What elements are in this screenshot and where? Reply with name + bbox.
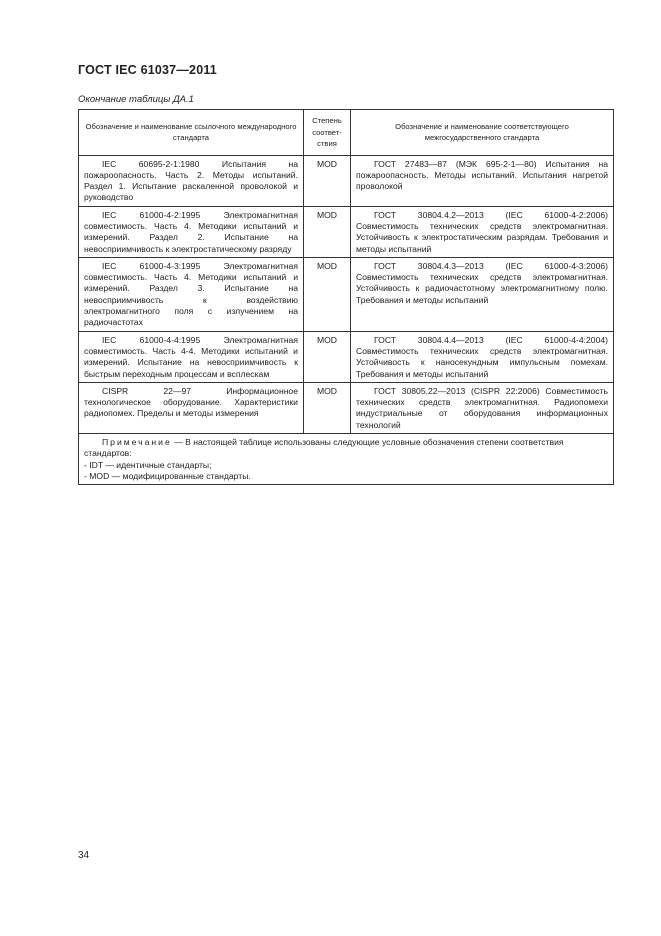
table-caption: Окончание таблицы ДА.1 — [78, 94, 194, 105]
international-standard-cell — [79, 382, 304, 433]
conformity-degree-cell: MOD — [304, 382, 351, 433]
note-body: — В настоящей таблице использованы следующие условные обозначения степени соответствия стандартов: — [84, 437, 564, 459]
note-item-mod: - MOD — модифицированные стандарты. — [84, 470, 251, 481]
international-standard-cell — [79, 331, 304, 382]
column-header-interstate: Обозначение и наименование соответствующего межгосударственного стандарта — [351, 110, 614, 156]
interstate-standard-text: ГОСТ 30804.4.3—2013 (IEC 61000-4-3:2006) Совместимость технических средств электромагнитная. Устойчивость к радиочастотному электромагнитному полю. Требования и методы испытаний — [356, 260, 608, 305]
international-standard-text: IEC 60695-2-1:1980 Испытания на пожароопасность. Часть 2. Методы испытаний. Раздел 1. Испытание раскаленной проволокой и руководство — [84, 158, 298, 203]
table-header-row — [79, 110, 614, 156]
international-standard-text: CISPR 22—97 Информационное технологическое оборудование. Характеристики радиопомех. Пределы и методы измерения — [84, 385, 298, 419]
interstate-standard-text: ГОСТ 30805.22—2013 (CISPR 22:2006) Совместимость технических средств электромагнитная. Радиопомехи индустриальные от оборудования информационных технологий — [356, 385, 608, 430]
note-item-idt: - IDT — идентичные стандарты; — [84, 459, 212, 470]
conformity-degree-cell: MOD — [304, 331, 351, 382]
conformity-degree-cell: MOD — [304, 206, 351, 257]
table-row — [79, 382, 614, 433]
international-standard-text: IEC 61000-4-3:1995 Электромагнитная совместимость. Часть 4. Методики испытаний и измерений. Раздел 3. Испытание на невосприимчивость к воздействию электромагнитного поля с излучением на радиочастотах — [84, 260, 298, 328]
document-header: ГОСТ IEC 61037—2011 — [78, 63, 217, 77]
table-row — [79, 155, 614, 206]
conformity-degree-cell: MOD — [304, 155, 351, 206]
column-header-degree: Степень соответ-ствия — [304, 110, 351, 156]
interstate-standard-text: ГОСТ 30804.4.2—2013 (IEC 61000-4-2:2006) Совместимость технических средств электромагнитная. Устойчивость к электростатическим разрядам. Требования и методы испытаний — [356, 209, 608, 254]
international-standard-text: IEC 61000-4-4:1995 Электромагнитная совместимость. Часть 4-4. Методики испытаний и измерений. Испытание на невосприимчивость к быстрым переходным процессам и всплескам — [84, 334, 298, 379]
table-note-row — [79, 434, 614, 485]
international-standard-cell — [79, 155, 304, 206]
interstate-standard-cell — [351, 257, 614, 331]
table-row — [79, 206, 614, 257]
interstate-standard-cell — [351, 382, 614, 433]
interstate-standard-text: ГОСТ 30804.4.4—2013 (IEC 61000-4-4:2004) Совместимость технических средств электромагнитная. Устойчивость к наносекундным импульсным помехам. Требования и методы испытаний — [356, 334, 608, 379]
column-header-international: Обозначение и наименование ссылочного международного стандарта — [79, 110, 304, 156]
international-standard-cell — [79, 257, 304, 331]
note-label: Примечание — [102, 437, 172, 448]
international-standard-cell — [79, 206, 304, 257]
interstate-standard-text: ГОСТ 27483—87 (МЭК 695-2-1—80) Испытания на пожароопасность. Методы испытаний. Испытания нагретой проволокой — [356, 158, 608, 192]
table-row — [79, 257, 614, 331]
conformity-degree-cell: MOD — [304, 257, 351, 331]
international-standard-text: IEC 61000-4-2:1995 Электромагнитная совместимость. Часть 4. Методики испытаний и измерений. Раздел 2. Испытание на невосприимчивость к электростатическому разряду — [84, 209, 298, 254]
table-row — [79, 331, 614, 382]
interstate-standard-cell — [351, 331, 614, 382]
note-text — [84, 437, 608, 460]
standards-table — [78, 109, 614, 485]
interstate-standard-cell — [351, 155, 614, 206]
page-number: 34 — [78, 850, 90, 861]
interstate-standard-cell — [351, 206, 614, 257]
table-note-cell — [79, 434, 614, 485]
